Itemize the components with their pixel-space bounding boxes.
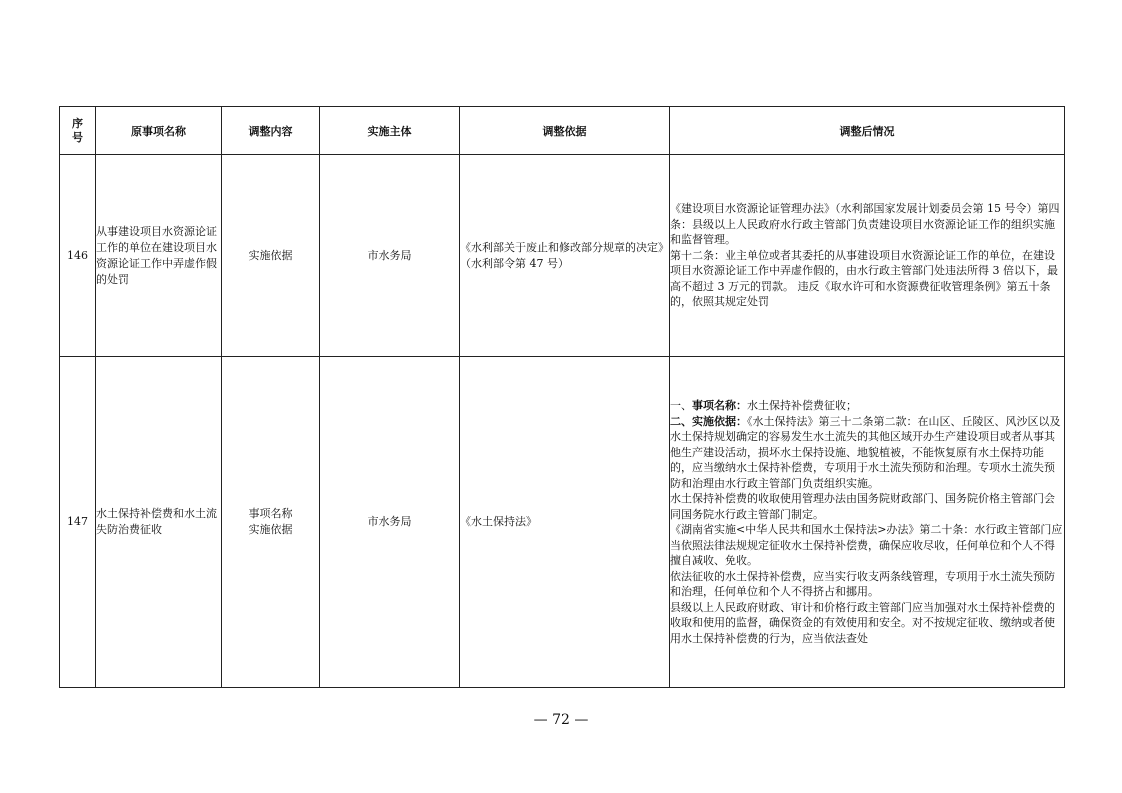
header-subject: 实施主体 xyxy=(320,107,460,155)
row-147-after-para-5: 依法征收的水土保持补偿费，应当实行收支两条线管理，专项用于水土流失预防和治理，任何单位和个人不得挤占和挪用。 xyxy=(670,569,1055,598)
header-basis: 调整依据 xyxy=(460,107,670,155)
item-2-text: 《水土保持法》第三十二条第二款：在山区、丘陵区、风沙区以及水土保持规划确定的容易发生水土流失的其他区域开办生产建设项目或者从事其他生产建设活动，损坏水土保持设施、地貌植被，不能恢复原有水土保持功能的，应当缴纳水土保持补偿费，专项用于水土流失预防和治理。专项水土流失预防和治理由水行政主管部门负责组织实施。 xyxy=(670,414,1061,490)
row-147-after-para-6: 县级以上人民政府财政、审计和价格行政主管部门应当加强对水土保持补偿费的收取和使用的监督，确保资金的有效使用和安全。对不按规定征收、缴纳或者使用水土保持补偿费的行为，应当依法查处 xyxy=(670,600,1055,645)
row-147-subject: 市水务局 xyxy=(320,357,460,688)
item-2-label: 二、实施依据： xyxy=(670,414,747,428)
row-147-after-para-3: 水土保持补偿费的收取使用管理办法由国务院财政部门、国务院价格主管部门会同国务院水行政主管部门制定。 xyxy=(670,492,1055,521)
header-seq: 序号 xyxy=(60,107,96,155)
row-146-subject: 市水务局 xyxy=(320,155,460,357)
adjustment-table xyxy=(59,106,1065,688)
row-147-content xyxy=(222,357,320,688)
row-146-after-para-2: 第十二条：业主单位或者其委托的从事建设项目水资源论证工作的单位，在建设项目水资源论证工作中弄虚作假的，由水行政主管部门处违法所得 3 倍以下，最高不超过 3 万元的罚款。 违反《取水许可和水资源费征收管理条例》第五十条的，依照其规定处罚 xyxy=(670,248,1058,309)
page-number: — 72 — xyxy=(533,712,589,728)
item-1-prefix: 一、 xyxy=(670,399,692,412)
item-1-label: 事项名称： xyxy=(692,399,747,412)
row-147-after-item-1 xyxy=(670,398,1064,414)
row-147-seq: 147 xyxy=(60,357,96,688)
header-content: 调整内容 xyxy=(222,107,320,155)
row-147-content-line-1: 事项名称 xyxy=(248,507,293,520)
row-147-name: 水土保持补偿费和水土流失防治费征收 xyxy=(96,357,222,688)
row-146-after-para-1: 《建设项目水资源论证管理办法》（水利部国家发展计划委员会第 15 号令）第四条：县级以上人民政府水行政主管部门负责建设项目水资源论证工作的组织实施和监督管理。 xyxy=(670,202,1060,247)
header-after: 调整后情况 xyxy=(670,107,1065,155)
table-row xyxy=(60,357,1065,688)
row-146-after xyxy=(670,155,1065,357)
item-1-text: 水土保持补偿费征收； xyxy=(747,399,857,412)
row-146-name: 从事建设项目水资源论证工作的单位在建设项目水资源论证工作中弄虚作假的处罚 xyxy=(96,155,222,357)
row-147-basis: 《水土保持法》 xyxy=(460,357,670,688)
row-147-after-para-4: 《湖南省实施<中华人民共和国水土保持法>办法》第二十条：水行政主管部门应当依照法律法规规定征收水土保持补偿费，确保应收尽收，任何单位和个人不得擅自减收、免收。 xyxy=(670,523,1063,567)
row-146-seq: 146 xyxy=(60,155,96,357)
header-name: 原事项名称 xyxy=(96,107,222,155)
table-header-row xyxy=(60,107,1065,155)
table-row xyxy=(60,155,1065,357)
row-147-after-item-2 xyxy=(670,414,1064,492)
row-146-content: 实施依据 xyxy=(222,155,320,357)
row-147-after xyxy=(670,357,1065,688)
row-146-basis: 《水利部关于废止和修改部分规章的决定》（水利部令第 47 号） xyxy=(460,155,670,357)
row-147-content-line-2: 实施依据 xyxy=(248,523,293,536)
